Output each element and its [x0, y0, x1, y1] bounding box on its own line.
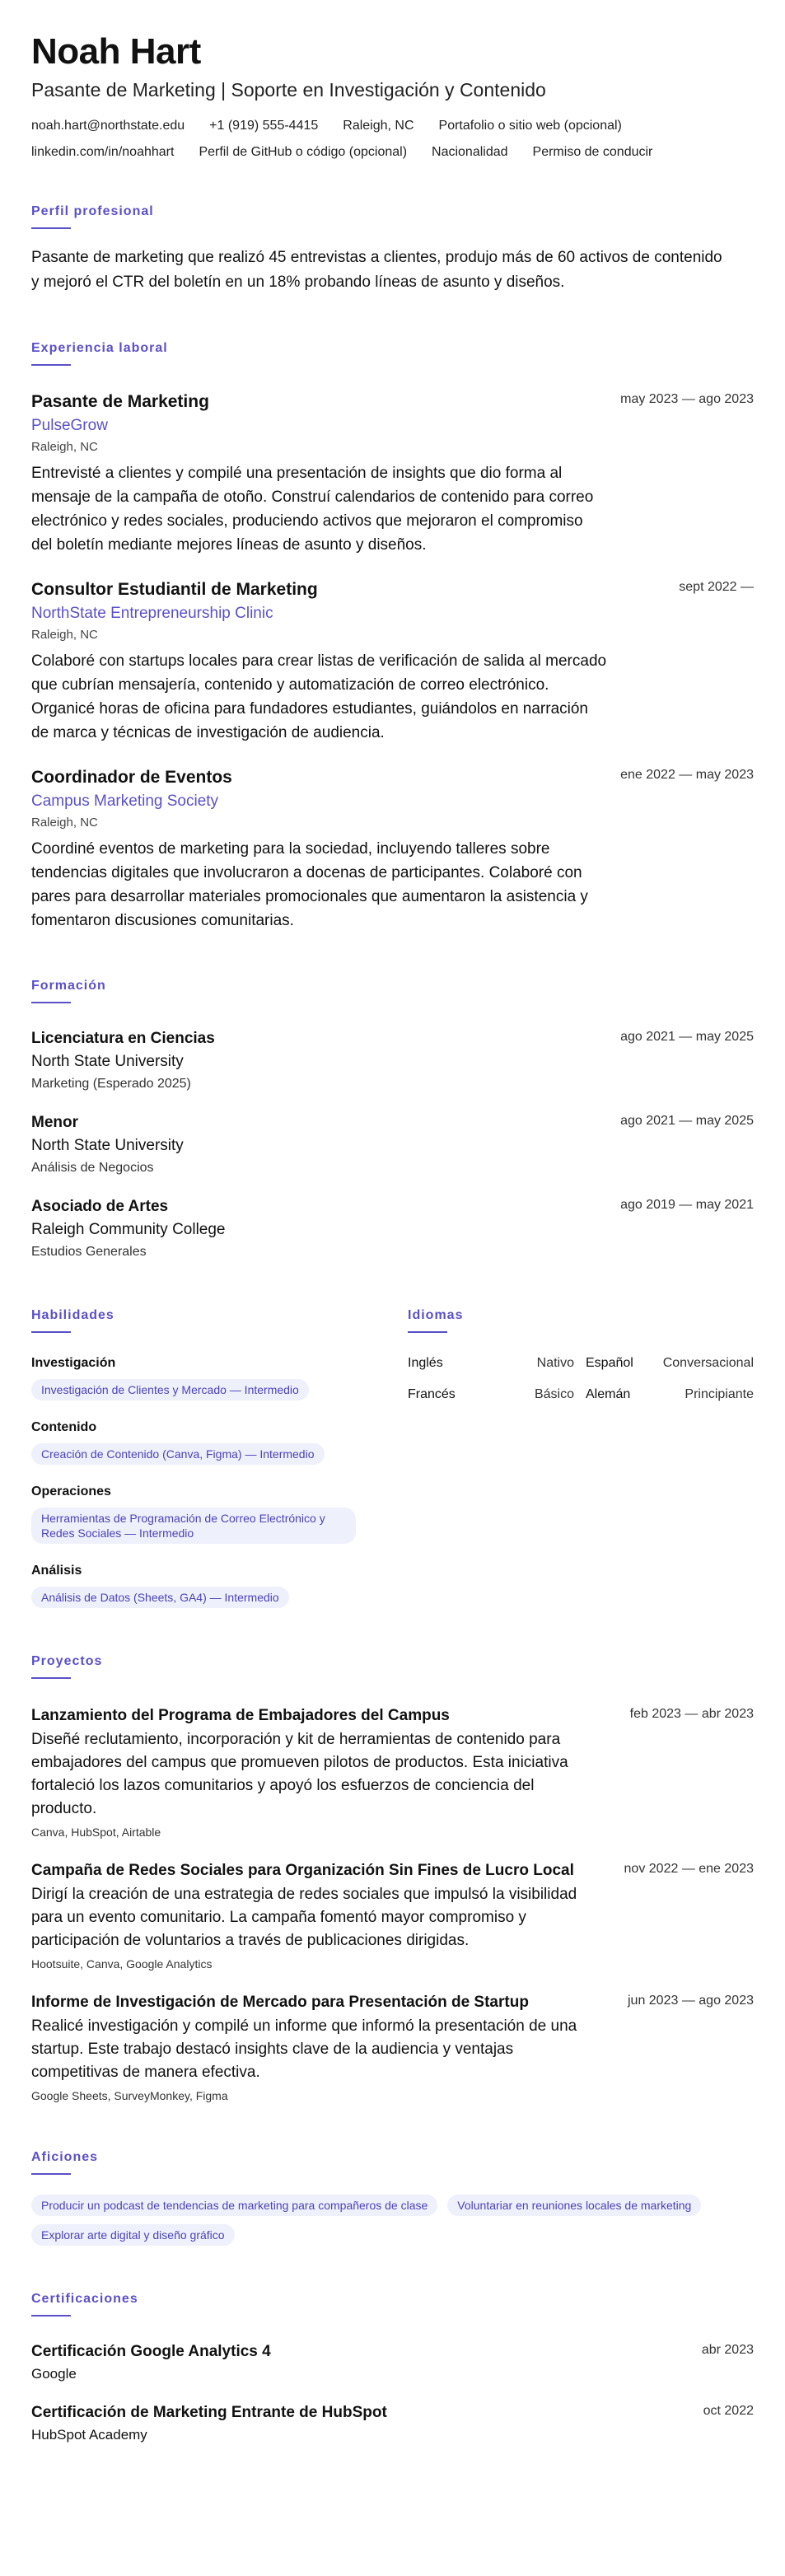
experience-date: may 2023 — ago 2023	[620, 392, 754, 406]
experience-description: Entrevisté a clientes y compilé una presentación de insights que dio forma al mensaje de la campaña de otoño. Construí calendarios de contenido para correo electrónico y redes sociales, produciendo activos que mejoraron el compromiso del boletín mediante mejores líneas de asunto y diseños.	[31, 465, 594, 554]
education-degree: Menor	[31, 1114, 78, 1131]
section-title: Proyectos	[31, 1654, 103, 1668]
project-item	[31, 1705, 754, 1840]
project-date: jun 2023 — ago 2023	[627, 1994, 754, 2008]
section-title: Formación	[31, 979, 106, 993]
language-name: Inglés	[408, 1356, 443, 1370]
skill-pill: Herramientas de Programación de Correo Electrónico y Redes Sociales — Intermedio	[31, 1508, 356, 1544]
experience-item	[31, 578, 754, 745]
project-date: nov 2022 — ene 2023	[624, 1862, 754, 1876]
language-name: Francés	[408, 1387, 456, 1401]
candidate-headline: Pasante de Marketing | Soporte en Investigación y Contenido	[31, 79, 546, 101]
education-school: Raleigh Community College	[31, 1221, 226, 1238]
education-degree: Asociado de Artes	[31, 1198, 169, 1215]
contact-email[interactable]: noah.hart@northstate.edu	[31, 119, 185, 133]
hobbies-list	[31, 2195, 754, 2246]
project-name: Informe de Investigación de Mercado para Presentación de Startup	[31, 1994, 529, 2011]
experience-item	[31, 766, 754, 933]
education-item	[31, 1112, 754, 1178]
experience-location: Raleigh, NC	[31, 628, 98, 642]
section-title: Perfil profesional	[31, 204, 154, 218]
skill-category: Contenido	[31, 1420, 97, 1434]
education-school: North State University	[31, 1053, 184, 1070]
experience-section	[31, 339, 754, 933]
skills-languages-row	[31, 1307, 754, 1608]
section-title: Experiencia laboral	[31, 341, 168, 355]
hobby-pill: Voluntariar en reuniones locales de marketing	[447, 2195, 701, 2216]
section-divider	[31, 227, 71, 229]
hobbies-section	[31, 2148, 754, 2246]
education-field: Análisis de Negocios	[31, 1161, 154, 1175]
experience-company: Campus Marketing Society	[31, 792, 219, 810]
experience-company: PulseGrow	[31, 417, 108, 434]
contact-location: Raleigh, NC	[343, 119, 414, 133]
experience-item	[31, 390, 754, 557]
education-date: ago 2021 — may 2025	[620, 1114, 754, 1128]
contact-driving-license: Permiso de conducir	[532, 145, 653, 159]
section-divider	[408, 1331, 447, 1333]
projects-section	[31, 1653, 754, 2104]
experience-date: ene 2022 — may 2023	[620, 768, 754, 782]
language-level: Conversacional	[662, 1356, 754, 1370]
education-field: Marketing (Esperado 2025)	[31, 1077, 191, 1091]
project-description: Dirigí la creación de una estrategia de redes sociales que impulsó la visibilidad para un evento comunitario. La campaña fomentó mayor compromiso y participación de voluntarios a través de publicaciones dirigidas.	[31, 1886, 577, 1949]
certification-item	[31, 2341, 754, 2384]
skills-section	[31, 1307, 408, 1608]
experience-date: sept 2022 —	[679, 580, 754, 594]
education-item	[31, 1196, 754, 1262]
project-description: Diseñé reclutamiento, incorporación y kit de herramientas de contenido para embajadores del campus que promueven pilotos de productos. Esta iniciativa fortaleció los lazos comunitarios y apoyó los esfuerzos de conciencia del producto.	[31, 1731, 568, 1817]
contact-linkedin[interactable]: linkedin.com/in/noahhart	[31, 145, 175, 159]
experience-role: Pasante de Marketing	[31, 392, 209, 411]
education-section	[31, 977, 754, 1262]
contact-phone[interactable]: +1 (919) 555-4415	[209, 119, 319, 133]
languages-section	[408, 1307, 754, 1608]
section-title: Habilidades	[31, 1308, 114, 1322]
section-title: Aficiones	[31, 2150, 99, 2164]
education-school: North State University	[31, 1137, 184, 1154]
project-item	[31, 1860, 754, 1972]
language-row	[408, 1354, 754, 1372]
project-tools: Canva, HubSpot, Airtable	[31, 1826, 161, 1839]
candidate-name: Noah Hart	[31, 31, 201, 72]
section-divider	[31, 2173, 71, 2175]
contact-portfolio[interactable]: Portafolio o sitio web (opcional)	[438, 119, 622, 133]
experience-description: Colaboré con startups locales para crear listas de verificación de salida al mercado que cubrían mensajería, contenido y automatización de correo electrónico. Organicé horas de oficina para fundadores estudiantes, guiándolos en narración de marca y técnicas de investigación de audiencia.	[31, 652, 607, 741]
contact-list	[31, 117, 754, 161]
skill-group	[31, 1562, 408, 1608]
education-field: Estudios Generales	[31, 1245, 147, 1259]
contact-nationality: Nacionalidad	[432, 145, 508, 159]
experience-location: Raleigh, NC	[31, 440, 98, 454]
project-name: Campaña de Redes Sociales para Organización Sin Fines de Lucro Local	[31, 1862, 574, 1879]
language-level: Básico	[534, 1387, 574, 1401]
language-row	[408, 1386, 754, 1404]
certification-item	[31, 2402, 754, 2445]
certification-date: abr 2023	[701, 2343, 754, 2357]
experience-role: Coordinador de Eventos	[31, 768, 232, 787]
skill-pill: Investigación de Clientes y Mercado — Intermedio	[31, 1379, 309, 1400]
summary-text: Pasante de marketing que realizó 45 entrevistas a clientes, produjo más de 60 activos de contenido y mejoró el CTR del boletín en un 18% probando líneas de asunto y diseños.	[31, 249, 722, 291]
skill-category: Investigación	[31, 1356, 116, 1370]
skill-group	[31, 1419, 408, 1465]
section-divider	[31, 1677, 71, 1679]
skill-category: Análisis	[31, 1564, 82, 1578]
contact-github[interactable]: Perfil de GitHub o código (opcional)	[199, 145, 408, 159]
language-name: Español	[586, 1356, 633, 1370]
section-divider	[31, 364, 71, 366]
summary-section	[31, 203, 754, 295]
project-item	[31, 1992, 754, 2104]
section-divider	[31, 2315, 71, 2317]
project-date: feb 2023 — abr 2023	[629, 1707, 754, 1721]
certification-name: Certificación de Marketing Entrante de HubSpot	[31, 2404, 387, 2421]
education-date: ago 2019 — may 2021	[620, 1198, 754, 1212]
certifications-section	[31, 2290, 754, 2445]
experience-role: Consultor Estudiantil de Marketing	[31, 580, 318, 599]
languages-table	[408, 1354, 754, 1404]
project-tools: Hootsuite, Canva, Google Analytics	[31, 1957, 213, 1971]
language-level: Principiante	[685, 1387, 754, 1401]
language-name: Alemán	[586, 1387, 631, 1401]
experience-location: Raleigh, NC	[31, 816, 98, 830]
education-degree: Licenciatura en Ciencias	[31, 1030, 215, 1047]
project-tools: Google Sheets, SurveyMonkey, Figma	[31, 2089, 228, 2102]
skill-group	[31, 1354, 408, 1400]
section-divider	[31, 1002, 71, 1003]
certification-issuer: Google	[31, 2366, 77, 2382]
language-level: Nativo	[536, 1356, 574, 1370]
certification-name: Certificación Google Analytics 4	[31, 2343, 271, 2360]
hobby-pill: Producir un podcast de tendencias de marketing para compañeros de clase	[31, 2195, 437, 2216]
section-divider	[31, 1331, 71, 1333]
project-description: Realicé investigación y compilé un informe que informó la presentación de una startup. Este trabajo destacó insights clave de la audiencia y ventajas competitivas de manera efectiva.	[31, 2017, 577, 2081]
certification-date: oct 2022	[703, 2404, 754, 2418]
section-title: Certificaciones	[31, 2292, 138, 2306]
section-title: Idiomas	[408, 1308, 464, 1322]
education-item	[31, 1028, 754, 1094]
certification-issuer: HubSpot Academy	[31, 2427, 147, 2443]
skill-pill: Creación de Contenido (Canva, Figma) — Intermedio	[31, 1443, 325, 1465]
experience-description: Coordiné eventos de marketing para la sociedad, incluyendo talleres sobre tendencias digitales que involucraron a docenas de participantes. Colaboré con pares para desarrollar materiales promocionales que aumentaron la asistencia y fomentaron discusiones comunitarias.	[31, 840, 588, 929]
education-date: ago 2021 — may 2025	[620, 1030, 754, 1044]
experience-company: NorthState Entrepreneurship Clinic	[31, 605, 273, 622]
project-name: Lanzamiento del Programa de Embajadores del Campus	[31, 1707, 450, 1724]
skill-category: Operaciones	[31, 1484, 111, 1498]
skill-group	[31, 1483, 408, 1544]
skill-pill: Análisis de Datos (Sheets, GA4) — Intermedio	[31, 1587, 289, 1608]
hobby-pill: Explorar arte digital y diseño gráfico	[31, 2224, 235, 2246]
